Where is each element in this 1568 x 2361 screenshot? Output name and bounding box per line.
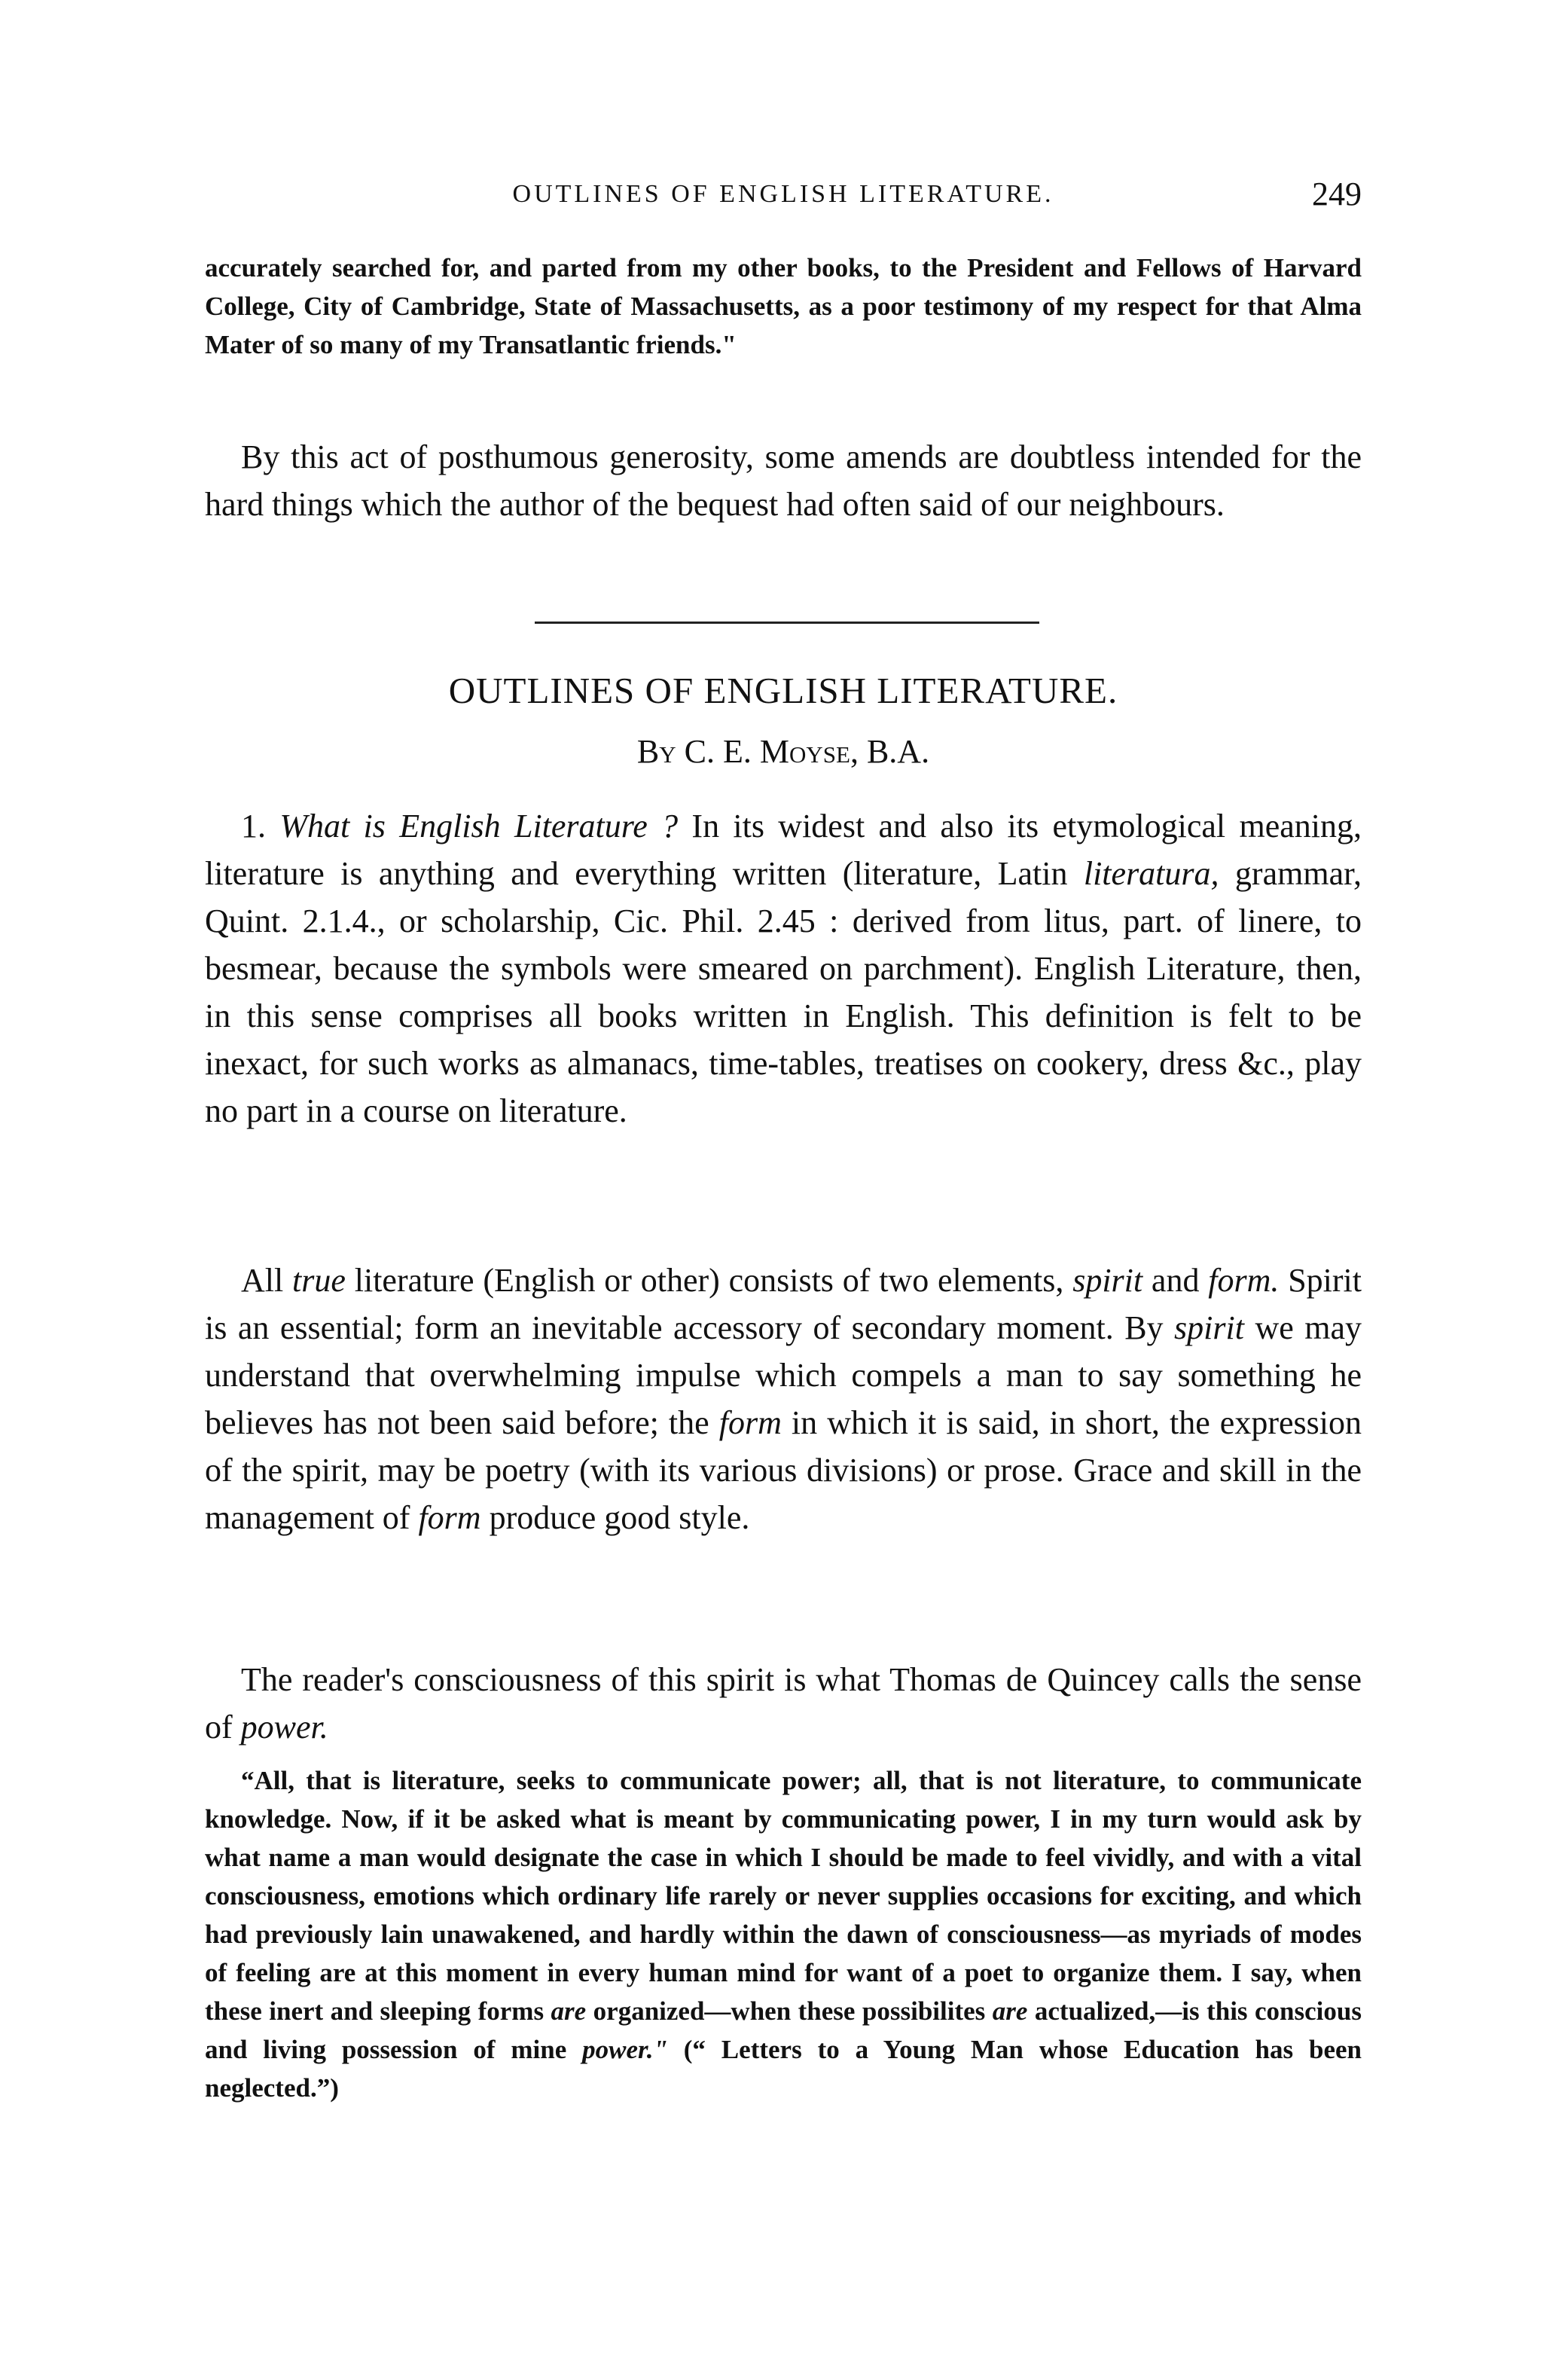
running-title: OUTLINES OF ENGLISH LITERATURE. (512, 180, 1054, 208)
paragraph-definition: 1. What is English Literature ? In its widest and also its etymological meaning, literature is anything and everything written (literature, Latin literatura, grammar, Quint. 2.1.4., or scholarship, Cic. Phil. 2.45 : derived from litus, part. of linere, to besmear, because the symbols were smeared on parchment). English Literature, then, in this sense comprises all books written in English. This definition is felt to be inexact, for such works as almanacs, time-tables, treatises on cookery, dress &c., play no part in a course on literature. (205, 808, 1362, 1129)
bequest-paragraph: By this act of posthumous generosity, some amends are doubtless intended for the hard things which the author of the bequest had often said of our neighbours. (205, 438, 1362, 523)
section-number: 1. (241, 808, 266, 845)
continued-quotation: accurately searched for, and parted from my other books, to the President and Fellows of Harvard College, City of Cambridge, State of Massachusetts, as a poor testimony of my respect for that Alma Mater of so many of my Transatlantic friends." (205, 253, 1362, 359)
running-head (205, 172, 1362, 217)
article-title: OUTLINES OF ENGLISH LITERATURE. (448, 670, 1118, 711)
paragraph-power: The reader's consciousness of this spirit is what Thomas de Quincey calls the sense of power. (205, 1661, 1362, 1746)
section-divider (535, 622, 1039, 624)
page-number: 249 (1312, 176, 1362, 212)
de-quincey-quotation: “All, that is literature, seeks to communicate power; all, that is not literature, to communicate knowledge. Now, if it be asked what is meant by communicating power, I in my turn would ask by what name a man would designate the case in which I should be made to feel vividly, and with a vital consciousness, emotions which ordinary life rarely or never supplies occasions for exciting, and which had previously lain unawakened, and hardly within the dawn of consciousness—as myriads of modes of feeling are at this moment in every human mind for want of a poet to organize them. I say, when these inert and sleeping forms are organized—when these possibilites are actualized,—is this conscious and living possession of mine power." (“ Letters to a Young Man whose Education has been neglected.”) (205, 1766, 1362, 2103)
article-byline: By C. E. Moyse, B.A. (636, 733, 930, 770)
section-question: What is English Literature ? (279, 808, 679, 845)
paragraph-spirit-form: All true literature (English or other) consists of two elements, spirit and form. Spirit is an essential; form an inevitable accessory of secondary moment. By spirit we may understand that overwhelming impulse which compels a man to say something he believes has not been said before; the form in which it is said, in short, the expression of the spirit, may be poetry (with its various divisions) or prose. Grace and skill in the management of form produce good style. (205, 1262, 1362, 1536)
